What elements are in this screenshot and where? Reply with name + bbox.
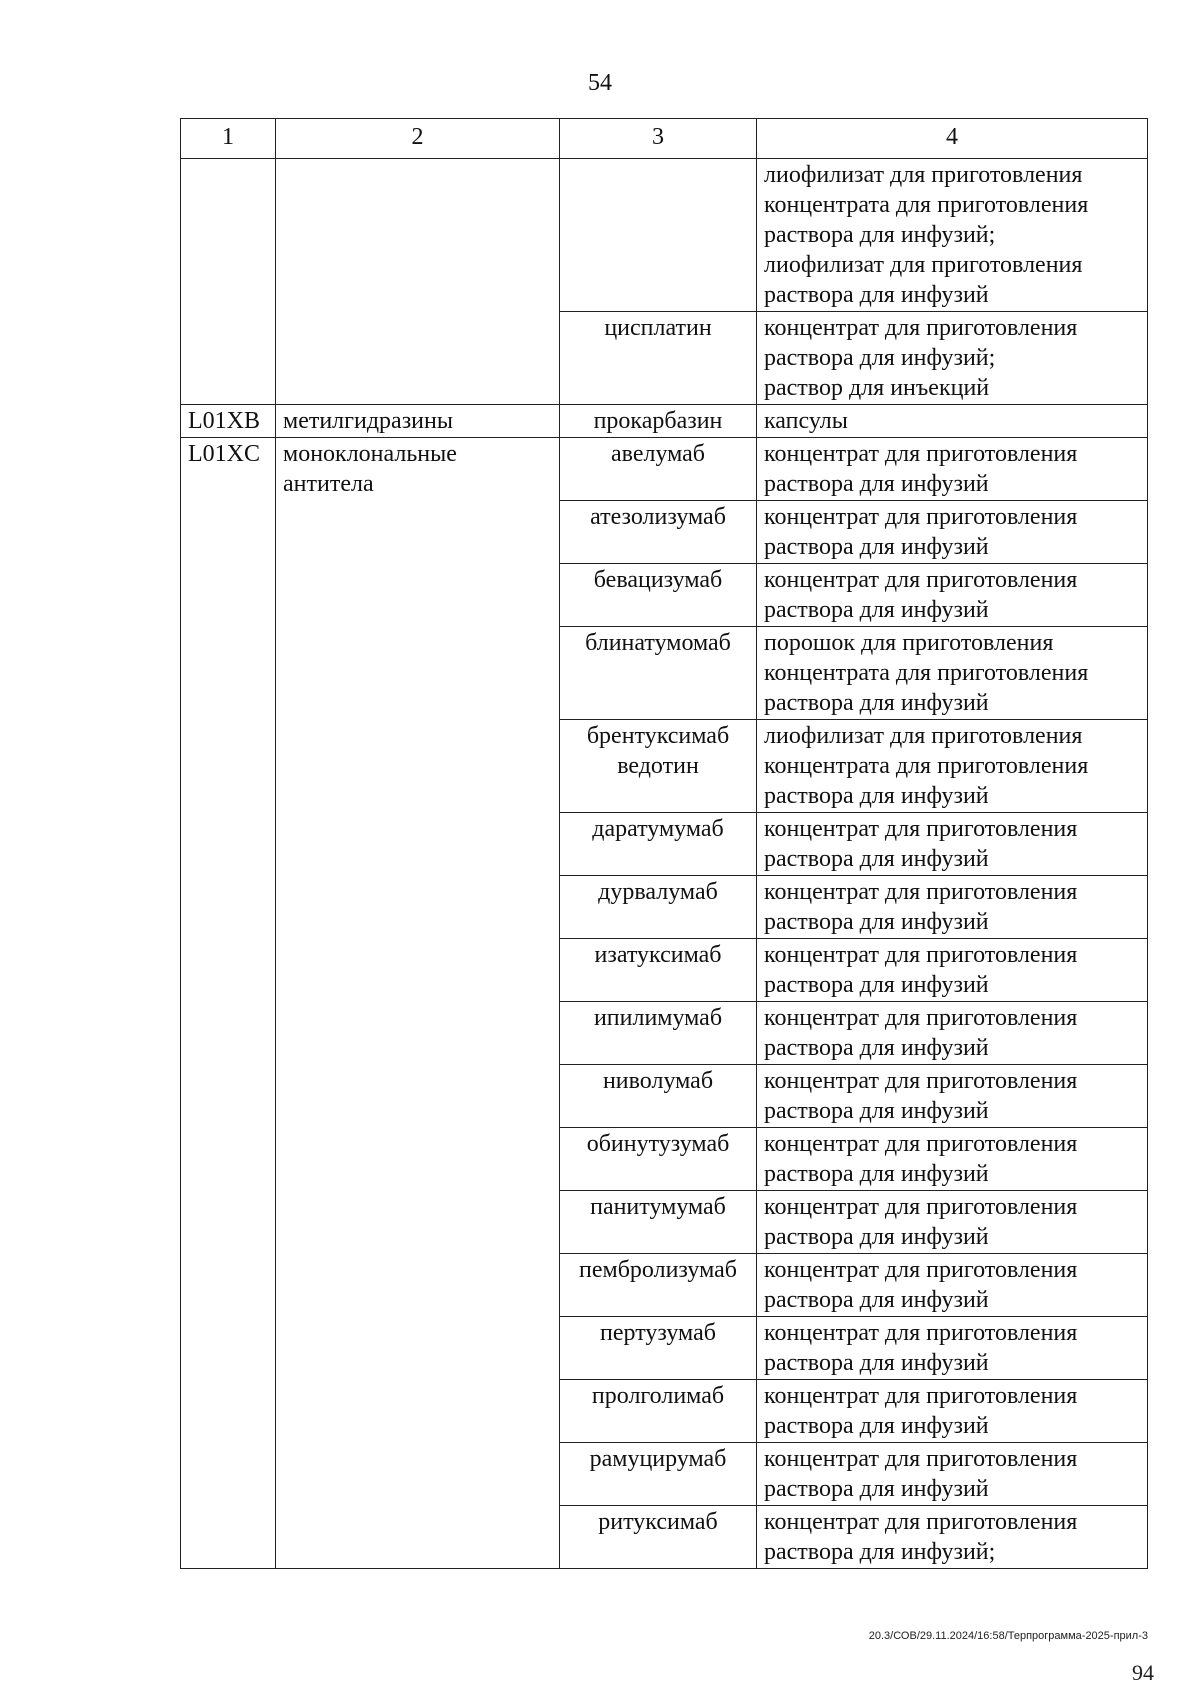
inn-cell: изатуксимаб xyxy=(560,939,757,1002)
dosage-form-line: раствора для инфузий xyxy=(764,1413,989,1439)
inn-cell: блинатумомаб xyxy=(560,627,757,720)
dosage-form-line: раствора для инфузий; xyxy=(764,345,996,371)
dosage-form-line: раствора для инфузий xyxy=(764,690,989,716)
group-name-cell xyxy=(276,159,560,405)
dosage-form-cell xyxy=(757,438,1148,501)
inn-cell: пембролизумаб xyxy=(560,1254,757,1317)
dosage-form-cell xyxy=(757,1443,1148,1506)
dosage-form-cell xyxy=(757,1506,1148,1569)
dosage-form-cell xyxy=(757,1380,1148,1443)
atc-code-cell: L01XB xyxy=(181,405,276,438)
dosage-form-line: раствора для инфузий xyxy=(764,909,989,935)
dosage-form-line: концентрат для приготовления xyxy=(764,1194,1078,1220)
table-row xyxy=(181,405,1148,438)
dosage-form-line: раствора для инфузий xyxy=(764,1161,989,1187)
dosage-form-cell xyxy=(757,627,1148,720)
inn-cell: обинутузумаб xyxy=(560,1128,757,1191)
dosage-form-line: концентрат для приготовления xyxy=(764,1509,1078,1535)
dosage-form-line: лиофилизат для приготовления xyxy=(764,162,1083,188)
dosage-form-cell xyxy=(757,876,1148,939)
inn-cell: рамуцирумаб xyxy=(560,1443,757,1506)
dosage-form-cell xyxy=(757,720,1148,813)
dosage-form-line: лиофилизат для приготовления xyxy=(764,723,1083,749)
dosage-form-line: концентрат для приготовления xyxy=(764,816,1078,842)
inn-cell: пролголимаб xyxy=(560,1380,757,1443)
inn-cell: авелумаб xyxy=(560,438,757,501)
inn-cell xyxy=(560,159,757,312)
dosage-form-cell xyxy=(757,1065,1148,1128)
dosage-form-line: концентрата для приготовления xyxy=(764,660,1089,686)
atc-code-cell: L01XC xyxy=(181,438,276,1569)
inn-cell: ниволумаб xyxy=(560,1065,757,1128)
dosage-form-line: концентрат для приготовления xyxy=(764,567,1078,593)
page-number: 54 xyxy=(588,70,612,96)
dosage-form-line: концентрата для приготовления xyxy=(764,753,1089,779)
dosage-form-line: концентрат для приготовления xyxy=(764,942,1078,968)
dosage-form-line: раствора для инфузий xyxy=(764,1098,989,1124)
dosage-form-cell xyxy=(757,1128,1148,1191)
dosage-form-line: концентрат для приготовления xyxy=(764,1383,1078,1409)
inn-cell: бевацизумаб xyxy=(560,564,757,627)
dosage-form-line: порошок для приготовления xyxy=(764,630,1054,656)
dosage-form-line: концентрат для приготовления xyxy=(764,1005,1078,1031)
dosage-form-cell xyxy=(757,501,1148,564)
column-header: 4 xyxy=(757,119,1148,159)
inn-cell: пертузумаб xyxy=(560,1317,757,1380)
dosage-form-cell xyxy=(757,1317,1148,1380)
dosage-form-line: концентрат для приготовления xyxy=(764,1131,1078,1157)
dosage-form-line: концентрат для приготовления xyxy=(764,1068,1078,1094)
dosage-form-line: раствора для инфузий xyxy=(764,1350,989,1376)
atc-code-cell xyxy=(181,159,276,405)
table-row xyxy=(181,159,1148,312)
dosage-form-line: концентрата для приготовления xyxy=(764,192,1089,218)
inn-cell: цисплатин xyxy=(560,312,757,405)
dosage-form-line: раствора для инфузий xyxy=(764,1035,989,1061)
inn-cell: прокарбазин xyxy=(560,405,757,438)
dosage-form-line: лиофилизат для приготовления xyxy=(764,252,1083,278)
document-stamp: 20.3/СОВ/29.11.2024/16:58/Терпрограмма-2025-прил-3 xyxy=(868,1630,1148,1642)
dosage-form-line: раствора для инфузий xyxy=(764,846,989,872)
dosage-form-cell xyxy=(757,1002,1148,1065)
dosage-form-line: концентрат для приготовления xyxy=(764,504,1078,530)
inn-cell: даратумумаб xyxy=(560,813,757,876)
dosage-form-line: раствора для инфузий xyxy=(764,783,989,809)
dosage-form-cell xyxy=(757,1191,1148,1254)
dosage-form-line: раствора для инфузий xyxy=(764,1287,989,1313)
inn-cell: ритуксимаб xyxy=(560,1506,757,1569)
dosage-form-line: раствора для инфузий; xyxy=(764,222,996,248)
inn-cell: атезолизумаб xyxy=(560,501,757,564)
column-header: 3 xyxy=(560,119,757,159)
group-name-cell: моноклональные антитела xyxy=(276,438,560,1569)
dosage-form-line: концентрат для приготовления xyxy=(764,1446,1078,1472)
drug-table xyxy=(180,118,1148,1569)
header-row xyxy=(181,119,1148,159)
dosage-form-line: раствора для инфузий xyxy=(764,1224,989,1250)
dosage-form-line: концентрат для приготовления xyxy=(764,1320,1078,1346)
dosage-form-cell xyxy=(757,939,1148,1002)
dosage-form-line: раствора для инфузий xyxy=(764,534,989,560)
dosage-form-line: раствора для инфузий xyxy=(764,1476,989,1502)
column-header: 2 xyxy=(276,119,560,159)
dosage-form-cell xyxy=(757,1254,1148,1317)
inn-cell: брентуксимаб ведотин xyxy=(560,720,757,813)
dosage-form-line: раствора для инфузий; xyxy=(764,1539,996,1565)
dosage-form-line: концентрат для приготовления xyxy=(764,315,1078,341)
dosage-form-line: раствора для инфузий xyxy=(764,972,989,998)
sheet-number: 94 xyxy=(1132,1660,1154,1685)
dosage-form-cell xyxy=(757,312,1148,405)
dosage-form-cell xyxy=(757,159,1148,312)
dosage-form-cell xyxy=(757,813,1148,876)
dosage-form-line: концентрат для приготовления xyxy=(764,441,1078,467)
inn-cell: ипилимумаб xyxy=(560,1002,757,1065)
table-row xyxy=(181,438,1148,501)
dosage-form-line: концентрат для приготовления xyxy=(764,1257,1078,1283)
column-header: 1 xyxy=(181,119,276,159)
dosage-form-line: раствора для инфузий xyxy=(764,597,989,623)
dosage-form-line: раствор для инъекций xyxy=(764,375,990,401)
dosage-form-line: раствора для инфузий xyxy=(764,282,989,308)
dosage-form-line: раствора для инфузий xyxy=(764,471,989,497)
dosage-form-line: концентрат для приготовления xyxy=(764,879,1078,905)
inn-cell: дурвалумаб xyxy=(560,876,757,939)
dosage-form-cell: капсулы xyxy=(757,405,1148,438)
dosage-form-cell xyxy=(757,564,1148,627)
inn-cell: панитумумаб xyxy=(560,1191,757,1254)
table-body xyxy=(181,159,1148,1569)
group-name-cell: метилгидразины xyxy=(276,405,560,438)
